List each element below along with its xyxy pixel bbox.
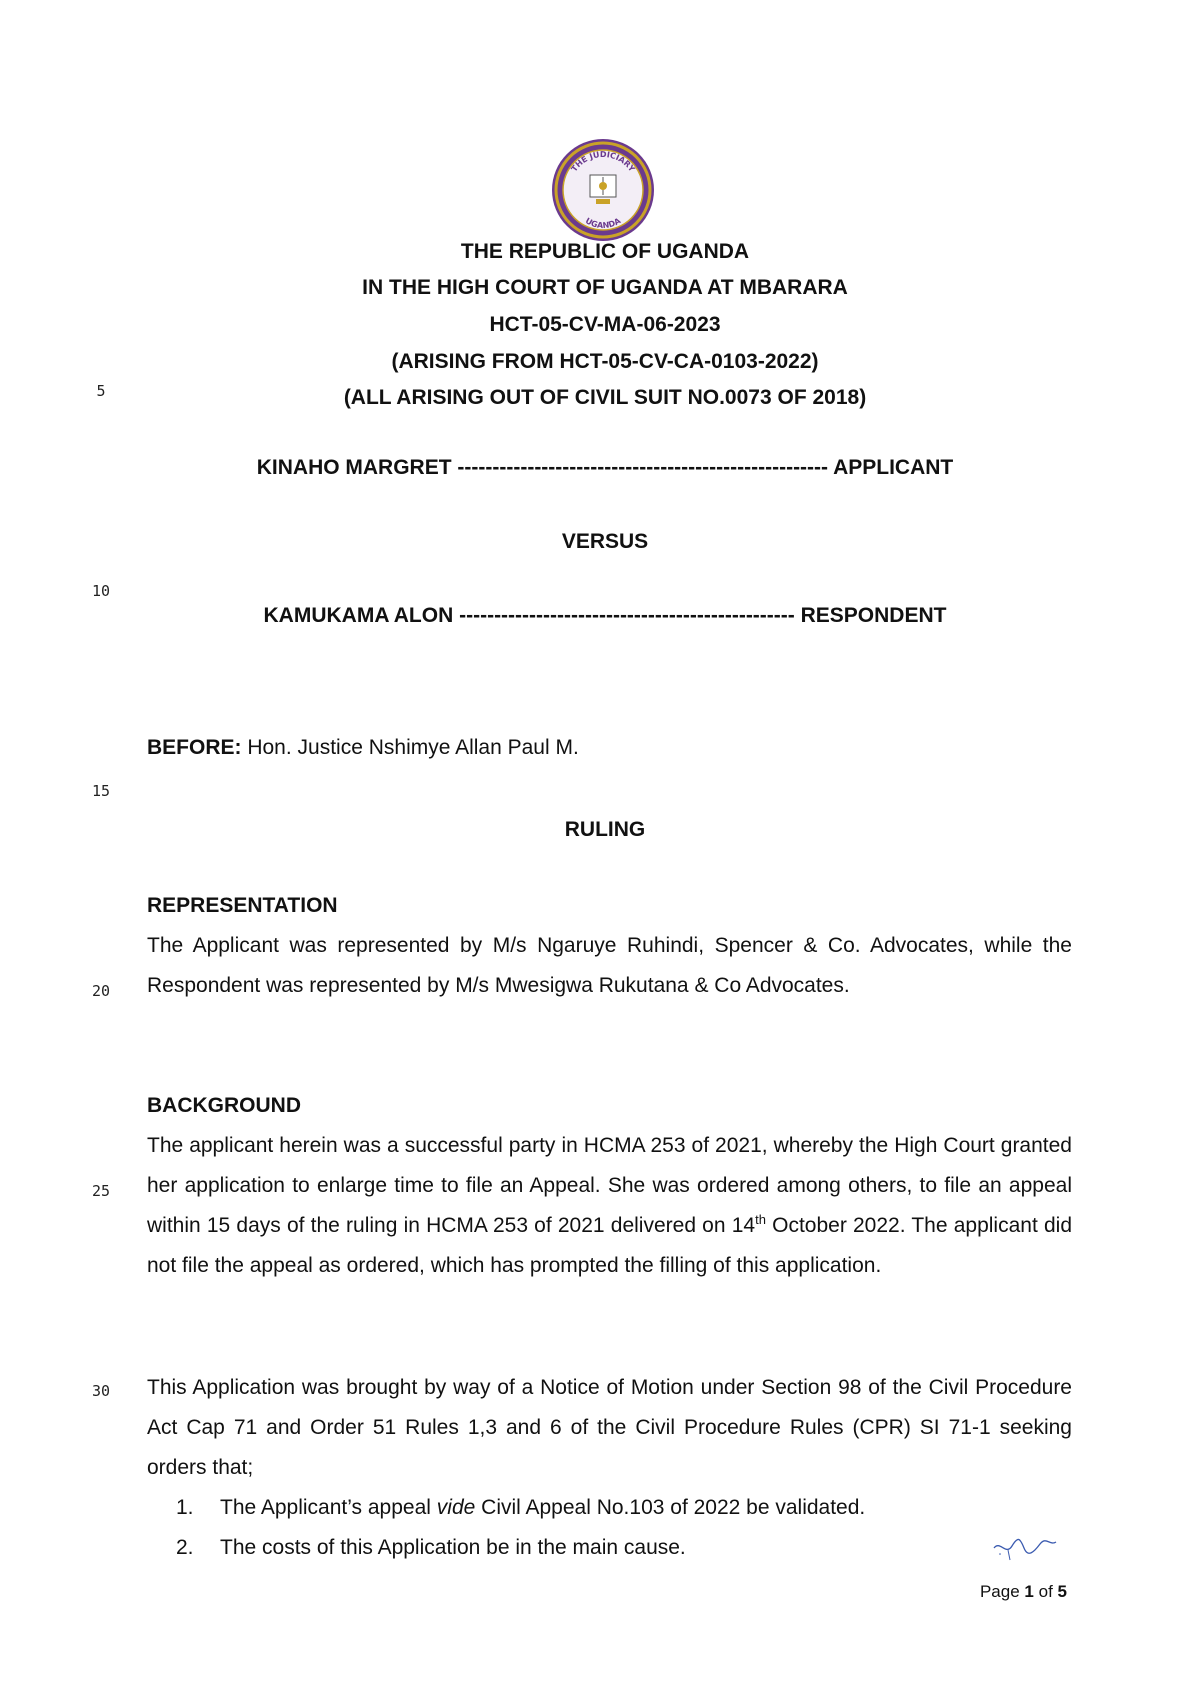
all-arising-from: (ALL ARISING OUT OF CIVIL SUIT NO.0073 OF 2018) bbox=[343, 386, 867, 409]
line-number: 10 bbox=[91, 582, 111, 600]
court-heading: IN THE HIGH COURT OF UGANDA AT MBARARA bbox=[362, 276, 848, 299]
svg-text:THE JUDICIARY: THE JUDICIARY bbox=[569, 149, 637, 174]
respondent-line: KAMUKAMA ALON ------------------------------------------------ RESPONDENT bbox=[263, 604, 947, 627]
line-number: 30 bbox=[91, 1382, 111, 1400]
signature-mark bbox=[990, 1530, 1060, 1562]
line-number: 15 bbox=[91, 782, 111, 800]
line-number: 5 bbox=[96, 382, 106, 400]
case-number: HCT-05-CV-MA-06-2023 bbox=[489, 313, 721, 336]
line-number: 25 bbox=[91, 1182, 111, 1200]
svg-text:UGANDA: UGANDA bbox=[583, 216, 623, 231]
applicant-line: KINAHO MARGRET ----------------------------------------------------- APPLICANT bbox=[256, 456, 954, 479]
line-number: 20 bbox=[91, 982, 111, 1000]
ruling-title: RULING bbox=[564, 818, 646, 841]
judiciary-seal-logo bbox=[550, 137, 656, 243]
background-heading: BACKGROUND bbox=[147, 1094, 301, 1117]
order-item-1: 1. The Applicant’s appeal vide Civil Appeal No.103 of 2022 be validated. bbox=[176, 1496, 866, 1519]
representation-paragraph: The Applicant was represented by M/s Ngaruye Ruhindi, Spencer & Co. Advocates, while the Respondent was represented by M/s Mwesigwa Rukutana & Co Advocates. bbox=[147, 934, 1072, 997]
background-paragraph: The applicant herein was a successful party in HCMA 253 of 2021, whereby the High Court granted her application to enlarge time to file an Appeal. She was ordered among others, to file an appeal within 15 days of the ruling in HCMA 253 of 2021 delivered on 14th October 2022. The applicant did not file the appeal as ordered, which has prompted the filling of this application. bbox=[147, 1134, 1072, 1277]
versus-label: VERSUS bbox=[561, 530, 649, 553]
before-label: BEFORE: bbox=[147, 736, 242, 759]
before-judge: Hon. Justice Nshimye Allan Paul M. bbox=[241, 736, 579, 759]
orders-list bbox=[176, 1488, 1076, 1568]
before-line bbox=[147, 736, 579, 760]
order-item-2: 2. The costs of this Application be in the main cause. bbox=[176, 1536, 686, 1559]
page-footer: Page 1 of 5 bbox=[979, 1582, 1067, 1601]
application-paragraph: This Application was brought by way of a Notice of Motion under Section 98 of the Civil Procedure Act Cap 71 and Order 51 Rules 1,3 and 6 of the Civil Procedure Rules (CPR) SI 71-1 seeking orders that; bbox=[147, 1376, 1072, 1479]
representation-heading: REPRESENTATION bbox=[147, 894, 338, 917]
republic-heading: THE REPUBLIC OF UGANDA bbox=[460, 240, 750, 263]
arising-from: (ARISING FROM HCT-05-CV-CA-0103-2022) bbox=[391, 350, 819, 373]
